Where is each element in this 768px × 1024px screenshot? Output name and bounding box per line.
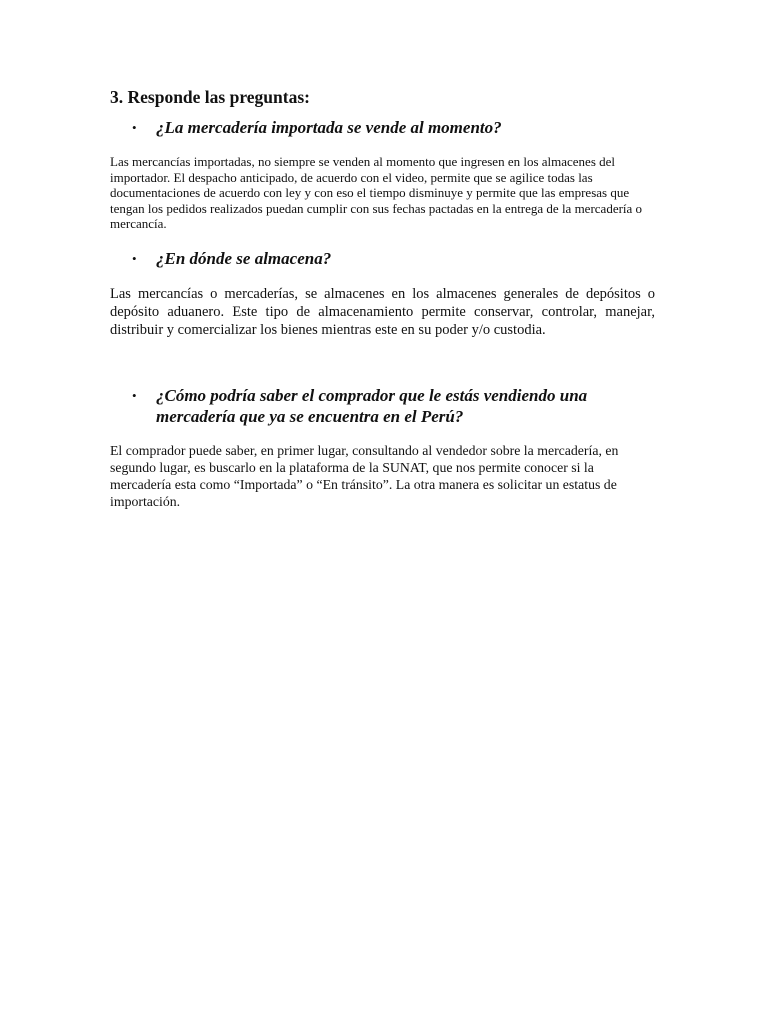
question-1 — [110, 118, 655, 138]
document-page — [110, 86, 655, 510]
answer-1: Las mercancías importadas, no siempre se venden al momento que ingresen en los almacenes del importador. El despacho anticipado, de acuerdo con el video, permite que se agilice todas las documentaciones de acuerdo con ley y con eso el tiempo disminuye y permite que las empresas que tengan los pedidos realizados puedan cumplir con sus fechas pactadas en la entrega de la mercadería o mercancía. — [110, 154, 643, 231]
bullet-icon: • — [132, 250, 137, 266]
question-1-text: ¿La mercadería importada se vende al momento? — [156, 118, 502, 137]
bullet-icon: • — [132, 387, 137, 403]
question-2-text: ¿En dónde se almacena? — [156, 248, 332, 268]
answer-3: El comprador puede saber, en primer lugar, consultando al vendedor sobre la mercadería, en segundo lugar, es buscarlo en la plataforma de la SUNAT, que nos permite conocer si la mercadería esta como “Importada” o “En tránsito”. La otra manera es solicitar un estatus de importación. — [110, 442, 619, 509]
bullet-icon: • — [132, 120, 137, 135]
answer-2: Las mercancías o mercaderías, se almacenes en los almacenes generales de depósitos o depósito aduanero. Este tipo de almacenamiento permite conservar, controlar, manejar, distribuir y comercializar los bienes mientras este en su poder y/o custodia. — [110, 285, 655, 338]
question-2 — [110, 249, 655, 269]
section-heading: 3. Responde las preguntas: — [110, 87, 310, 107]
question-3-text: ¿Cómo podría saber el comprador que le estás vendiendo una mercadería que ya se encuentra en el Perú? — [156, 385, 588, 426]
question-3 — [110, 385, 655, 427]
